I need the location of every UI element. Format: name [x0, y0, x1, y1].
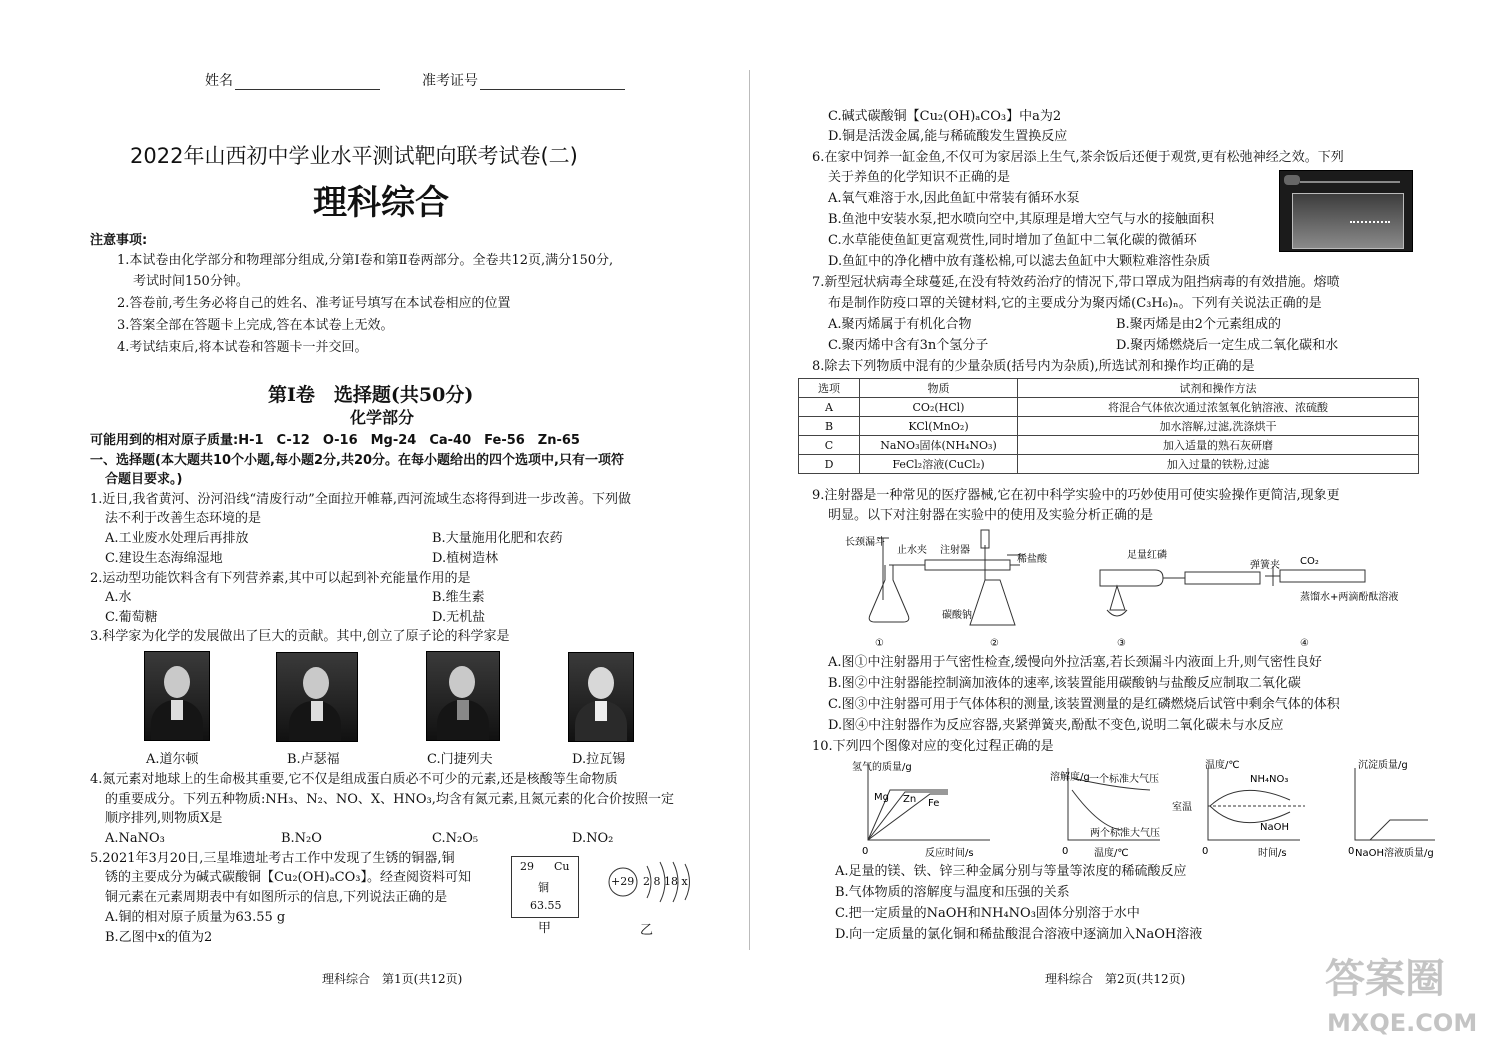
atomic-masses: 可能用到的相对原子质量:H-1 C-12 O-16 Mg-24 Ca-40 Fe-56 Zn-65	[90, 433, 580, 448]
figure-label: 弹簧夹	[1250, 560, 1280, 571]
notice-title: 注意事项:	[90, 233, 148, 248]
q9-option-d: D.图④中注射器作为反应容器,夹紧弹簧夹,酚酞不变色,说明二氧化碳未与水反应	[828, 718, 1284, 733]
graph3-origin: 0	[1202, 846, 1209, 857]
table-row	[799, 455, 1419, 474]
table-row	[799, 417, 1419, 436]
portrait-rutherford	[276, 652, 358, 742]
q4-stem: 4.氮元素对地球上的生命极其重要,它不仅是组成蛋白质必不可少的元素,还是核酸等生命物质	[90, 772, 618, 787]
q9-option-c: C.图③中注射器可用于气体体积的测量,该装置测量的是红磷燃烧后试管中剩余气体的体积	[828, 697, 1340, 712]
graph1-origin: 0	[862, 846, 869, 857]
graph3-ylabel: 温度/℃	[1205, 760, 1240, 771]
q4-stem: 的重要成分。下列五种物质:NH₃、N₂、NO、X、HNO₃,均含有氮元素,且氮元素的化合价按照一定	[105, 792, 675, 807]
q6-option-b: B.鱼池中安装水泵,把水喷向空中,其原理是增大空气与水的接触面积	[828, 212, 1214, 227]
electron-shells: 2 8 18 x	[643, 875, 688, 888]
q5-option-d: D.铜是活泼金属,能与稀硫酸发生置换反应	[828, 129, 1068, 144]
graph1-ylabel: 氢气的质量/g	[852, 762, 912, 773]
instruction-line: 一、选择题(本大题共10个小题,每小题2分,共20分。在每小题给出的四个选项中,只有一项符	[90, 453, 624, 468]
figure-label: 碳酸钠	[942, 610, 972, 621]
q4-option-c: C.N₂O₅	[432, 831, 479, 846]
curve-label: 一个标准大气压	[1089, 774, 1159, 785]
q9-apparatus-figure	[845, 530, 1405, 650]
table-cell: 将混合气体依次通过浓氢氧化钠溶液、浓硫酸	[1018, 398, 1419, 417]
portrait-lavoisier	[568, 652, 634, 742]
graph4-origin: 0	[1348, 846, 1355, 857]
subject-title: 理科综合	[313, 183, 449, 223]
table-cell: FeCl₂溶液(CuCl₂)	[860, 455, 1018, 474]
q5-option-a: A.铜的相对原子质量为63.55 g	[105, 910, 286, 925]
q1-option-d: D.植树造林	[432, 551, 499, 566]
section-title: 第Ⅰ卷 选择题(共50分)	[268, 384, 474, 406]
table-cell: A	[799, 398, 860, 417]
q1-stem: 法不利于改善生态环境的是	[105, 511, 262, 526]
q2-option-a: A.水	[105, 590, 132, 605]
q2-stem: 2.运动型功能饮料含有下列营养素,其中可以起到补充能量作用的是	[90, 571, 471, 586]
q1-option-a: A.工业废水处理后再排放	[105, 531, 249, 546]
q9-stem: 明显。以下对注射器在实验中的使用及实验分析正确的是	[828, 508, 1154, 523]
q7-option-c: C.聚丙烯中含有3n个氢分子	[828, 338, 989, 353]
element-name: 铜	[538, 881, 549, 894]
q8-table	[798, 378, 1419, 474]
fish-tank-photo	[1279, 170, 1413, 252]
graph2-origin: 0	[1062, 846, 1069, 857]
figure-label: 注射器	[940, 545, 970, 556]
q4-option-b: B.N₂O	[281, 831, 322, 846]
section-subtitle: 化学部分	[350, 408, 415, 427]
q3-stem: 3.科学家为化学的发展做出了巨大的贡献。其中,创立了原子论的科学家是	[90, 629, 510, 644]
table-header: 物质	[860, 379, 1018, 398]
watermark-text: 答案圈	[1325, 956, 1445, 1002]
q6-option-c: C.水草能使鱼缸更富观赏性,同时增加了鱼缸中二氧化碳的微循环	[828, 233, 1197, 248]
q3-option-b: B.卢瑟福	[287, 752, 340, 767]
q1-option-b: B.大量施用化肥和农药	[432, 531, 563, 546]
table-row	[799, 398, 1419, 417]
notice-item: 2.答卷前,考生务必将自己的姓名、准考证号填写在本试卷相应的位置	[117, 296, 511, 311]
footer-page-1: 理科综合 第1页(共12页)	[322, 972, 463, 986]
q1-stem: 1.近日,我省黄河、汾河沿线“清废行动”全面拉开帷幕,西河流域生态将得到进一步改善。下列做	[90, 492, 631, 507]
footer-page-2: 理科综合 第2页(共12页)	[1045, 972, 1186, 986]
figure-label-yi: 乙	[640, 923, 654, 938]
nucleus-charge: +29	[611, 875, 635, 888]
q2-option-c: C.葡萄糖	[105, 610, 158, 625]
q5-stem: 5.2021年3月20日,三星堆遗址考古工作中发现了生锈的铜器,铜	[90, 851, 455, 866]
q10-option-d: D.向一定质量的氯化铜和稀盐酸混合溶液中逐滴加入NaOH溶液	[835, 927, 1203, 942]
q10-stem: 10.下列四个图像对应的变化过程正确的是	[812, 739, 1054, 754]
graph1-xlabel: 反应时间/s	[925, 848, 974, 859]
table-cell: 加入过量的铁粉,过滤	[1018, 455, 1419, 474]
right-page	[750, 0, 1500, 1052]
q2-option-b: B.维生素	[432, 590, 485, 605]
name-field: 姓名	[205, 72, 380, 90]
q5-option-c: C.碱式碳酸铜【Cu₂(OH)ₐCO₃】中a为2	[828, 109, 1062, 124]
table-row	[799, 436, 1419, 455]
figure-number: ③	[1117, 638, 1126, 649]
q6-option-a: A.氧气难溶于水,因此鱼缸中常装有循环水泵	[828, 191, 1080, 206]
q7-option-b: B.聚丙烯是由2个元素组成的	[1116, 317, 1281, 332]
notice-item: 考试时间150分钟。	[133, 274, 249, 289]
portrait-mendeleev	[426, 651, 500, 741]
q7-stem: 7.新型冠状病毒全球蔓延,在没有特效药治疗的情况下,带口罩成为阻挡病毒的有效措施。熔喷	[812, 275, 1340, 290]
table-header: 选项	[799, 379, 860, 398]
portrait-dalton	[144, 651, 210, 741]
q5-stem: 锈的主要成分为碱式碳酸铜【Cu₂(OH)ₐCO₃】。经查阅资料可知	[105, 870, 471, 885]
table-header: 试剂和操作方法	[1018, 379, 1419, 398]
series-mg: Mg	[874, 792, 889, 803]
q4-option-a: A.NaNO₃	[105, 831, 165, 846]
series-zn: Zn	[903, 794, 917, 805]
series-fe: Fe	[928, 798, 940, 809]
q4-option-d: D.NO₂	[572, 831, 614, 846]
q5-option-b: B.乙图中x的值为2	[105, 930, 213, 945]
table-header-row	[799, 379, 1419, 398]
q6-stem: 6.在家中饲养一缸金鱼,不仅可为家居添上生气,茶余饭后还便于观赏,更有松弛神经之效。下列	[812, 150, 1344, 165]
q1-option-c: C.建设生态海绵湿地	[105, 551, 223, 566]
table-cell: KCl(MnO₂)	[860, 417, 1018, 436]
q10-option-a: A.足量的镁、铁、锌三种金属分别与等量等浓度的稀硫酸反应	[835, 864, 1187, 879]
figure-label-jia: 甲	[538, 921, 552, 936]
curve-label: NH₄NO₃	[1250, 774, 1289, 785]
graph2-xlabel: 温度/℃	[1094, 848, 1129, 859]
q10-option-b: B.气体物质的溶解度与温度和压强的关系	[835, 885, 1070, 900]
instruction-line: 合题目要求。)	[105, 472, 183, 487]
q9-option-a: A.图①中注射器用于气密性检查,缓慢向外拉活塞,若长颈漏斗内液面上升,则气密性良好	[828, 655, 1322, 670]
watermark-logo	[1325, 955, 1490, 1045]
q9-option-b: B.图②中注射器能控制滴加液体的速率,该装置能用碳酸钠与盐酸反应制取二氧化碳	[828, 676, 1301, 691]
q6-option-d: D.鱼缸中的净化槽中放有蓬松棉,可以滤去鱼缸中大颗粒难溶性杂质	[828, 254, 1211, 269]
figure-number: ①	[875, 638, 884, 649]
figure-number: ④	[1300, 638, 1309, 649]
notice-item: 3.答案全部在答题卡上完成,答在本试卷上无效。	[117, 318, 394, 333]
q3-option-a: A.道尔顿	[146, 752, 199, 767]
curve-label: NaOH	[1260, 822, 1289, 833]
exam-title: 2022年山西初中学业水平测试靶向联考试卷(二)	[130, 144, 578, 168]
figure-label: 足量红磷	[1127, 550, 1167, 561]
table-cell: 加水溶解,过滤,洗涤烘干	[1018, 417, 1419, 436]
figure-label: 蒸馏水+两滴酚酞溶液	[1300, 592, 1399, 603]
q3-option-c: C.门捷列夫	[427, 752, 493, 767]
table-cell: 加入适量的熟石灰研磨	[1018, 436, 1419, 455]
table-cell: D	[799, 455, 860, 474]
q7-stem: 布是制作防疫口罩的关键材料,它的主要成分为聚丙烯(C₃H₆)ₙ。下列有关说法正确的是	[828, 296, 1322, 311]
table-cell: B	[799, 417, 860, 436]
q5-stem: 铜元素在元素周期表中有如图所示的信息,下列说法正确的是	[105, 890, 448, 905]
periodic-table-cell	[511, 856, 579, 918]
watermark-url: MXQE.COM	[1327, 1009, 1478, 1037]
q10-option-c: C.把一定质量的NaOH和NH₄NO₃固体分别溶于水中	[835, 906, 1140, 921]
q9-stem: 9.注射器是一种常见的医疗器械,它在初中科学实验中的巧妙使用可使实验操作更简洁,现象更	[812, 488, 1340, 503]
atomic-number: 29	[520, 860, 534, 873]
q3-option-d: D.拉瓦锡	[572, 752, 626, 767]
figure-label: CO₂	[1300, 556, 1319, 567]
q2-option-d: D.无机盐	[432, 610, 486, 625]
figure-label: 长颈漏斗	[845, 537, 885, 548]
q7-option-d: D.聚丙烯燃烧后一定生成二氧化碳和水	[1116, 338, 1339, 353]
atomic-mass: 63.55	[530, 899, 562, 912]
table-cell: CO₂(HCl)	[860, 398, 1018, 417]
graph4-ylabel: 沉淀质量/g	[1358, 760, 1408, 771]
figure-label: 止水夹	[897, 545, 927, 556]
room-temp-label: 室温	[1172, 802, 1192, 813]
table-cell: NaNO₃固体(NH₄NO₃)	[860, 436, 1018, 455]
graph3-xlabel: 时间/s	[1258, 848, 1287, 859]
exam-number-field: 准考证号	[422, 72, 625, 90]
q4-stem: 顺序排列,则物质X是	[105, 811, 223, 826]
graph4-xlabel: NaOH溶液质量/g	[1355, 848, 1434, 859]
q7-option-a: A.聚丙烯属于有机化合物	[828, 317, 972, 332]
figure-label: 稀盐酸	[1017, 554, 1047, 565]
element-symbol: Cu	[554, 860, 570, 873]
curve-label: 两个标准大气压	[1090, 828, 1160, 839]
q10-graphs	[850, 758, 1434, 863]
q6-stem: 关于养鱼的化学知识不正确的是	[828, 170, 1011, 185]
table-cell: C	[799, 436, 860, 455]
figure-number: ②	[990, 638, 999, 649]
q8-stem: 8.除去下列物质中混有的少量杂质(括号内为杂质),所选试剂和操作均正确的是	[812, 359, 1255, 374]
notice-item: 1.本试卷由化学部分和物理部分组成,分第Ⅰ卷和第Ⅱ卷两部分。全卷共12页,满分150分,	[117, 253, 614, 268]
notice-item: 4.考试结束后,将本试卷和答题卡一并交回。	[117, 340, 368, 355]
graph2-ylabel: 溶解度/g	[1050, 772, 1090, 783]
